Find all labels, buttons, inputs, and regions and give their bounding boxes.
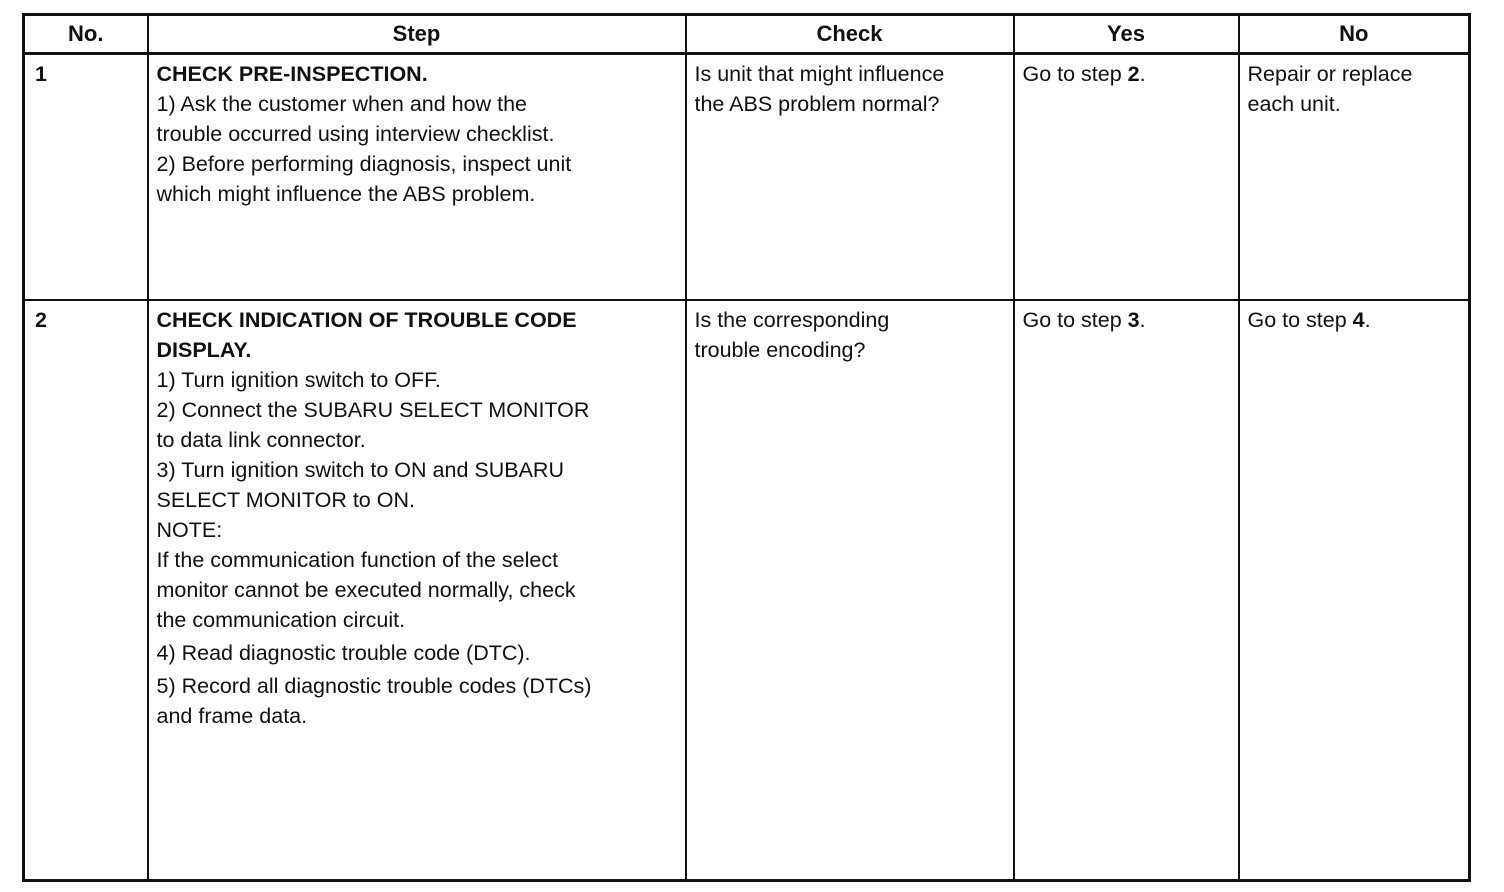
yes-suffix: .	[1139, 308, 1146, 332]
check-cell	[686, 54, 1014, 301]
no-step-ref: 4	[1352, 308, 1365, 332]
step-line: trouble occurred using interview checklist.	[156, 122, 555, 146]
no-cell	[1239, 300, 1470, 881]
yes-cell	[1014, 300, 1239, 881]
note-line: If the communication function of the select	[156, 548, 559, 572]
check-line: Is the corresponding	[694, 308, 890, 332]
header-yes: Yes	[1014, 15, 1239, 54]
yes-action	[1015, 55, 1238, 89]
no-action	[1240, 301, 1469, 335]
header-row	[24, 15, 1470, 54]
check-cell	[686, 300, 1014, 881]
step-number: 2	[35, 308, 47, 332]
step-number-cell	[24, 54, 148, 301]
header-no-result: No	[1239, 15, 1470, 54]
yes-suffix: .	[1139, 62, 1146, 86]
note-line: monitor cannot be executed normally, check	[156, 578, 576, 602]
note-label: NOTE:	[156, 518, 223, 542]
yes-text: Go to step	[1022, 308, 1128, 332]
step-line: 2) Before performing diagnosis, inspect unit	[156, 152, 572, 176]
step-line: which might influence the ABS problem.	[156, 182, 536, 206]
step-cell	[148, 300, 686, 881]
step-line: 3) Turn ignition switch to ON and SUBARU	[156, 458, 564, 482]
table-row	[24, 300, 1470, 881]
yes-text: Go to step	[1022, 62, 1128, 86]
step-line: 4) Read diagnostic trouble code (DTC).	[156, 641, 531, 665]
no-suffix: .	[1364, 308, 1371, 332]
diagnosis-table	[22, 13, 1471, 882]
step-line: and frame data.	[156, 704, 308, 728]
step-number: 1	[35, 62, 47, 86]
no-line: Repair or replace	[1247, 62, 1413, 86]
step-title: CHECK PRE-INSPECTION.	[156, 62, 428, 86]
step-line: 1) Turn ignition switch to OFF.	[156, 368, 441, 392]
no-line: each unit.	[1247, 92, 1341, 116]
step-line: 5) Record all diagnostic trouble codes (DTCs)	[156, 674, 592, 698]
step-line: 2) Connect the SUBARU SELECT MONITOR	[156, 398, 590, 422]
step-line: SELECT MONITOR to ON.	[156, 488, 415, 512]
step-title: CHECK INDICATION OF TROUBLE CODE	[156, 308, 577, 332]
yes-step-ref: 2	[1127, 62, 1140, 86]
check-line: the ABS problem normal?	[694, 92, 940, 116]
check-line: Is unit that might influence	[694, 62, 945, 86]
no-cell	[1239, 54, 1470, 301]
yes-cell	[1014, 54, 1239, 301]
step-line: to data link connector.	[156, 428, 366, 452]
header-step: Step	[148, 15, 686, 54]
step-cell	[148, 54, 686, 301]
table-row	[24, 54, 1470, 301]
header-check: Check	[686, 15, 1014, 54]
note-line: the communication circuit.	[156, 608, 406, 632]
step-line: 1) Ask the customer when and how the	[156, 92, 527, 116]
step-title: DISPLAY.	[156, 338, 252, 362]
yes-action	[1015, 301, 1238, 335]
check-line: trouble encoding?	[694, 338, 866, 362]
no-text: Go to step	[1247, 308, 1353, 332]
step-number-cell	[24, 300, 148, 881]
yes-step-ref: 3	[1127, 308, 1140, 332]
header-no: No.	[24, 15, 148, 54]
